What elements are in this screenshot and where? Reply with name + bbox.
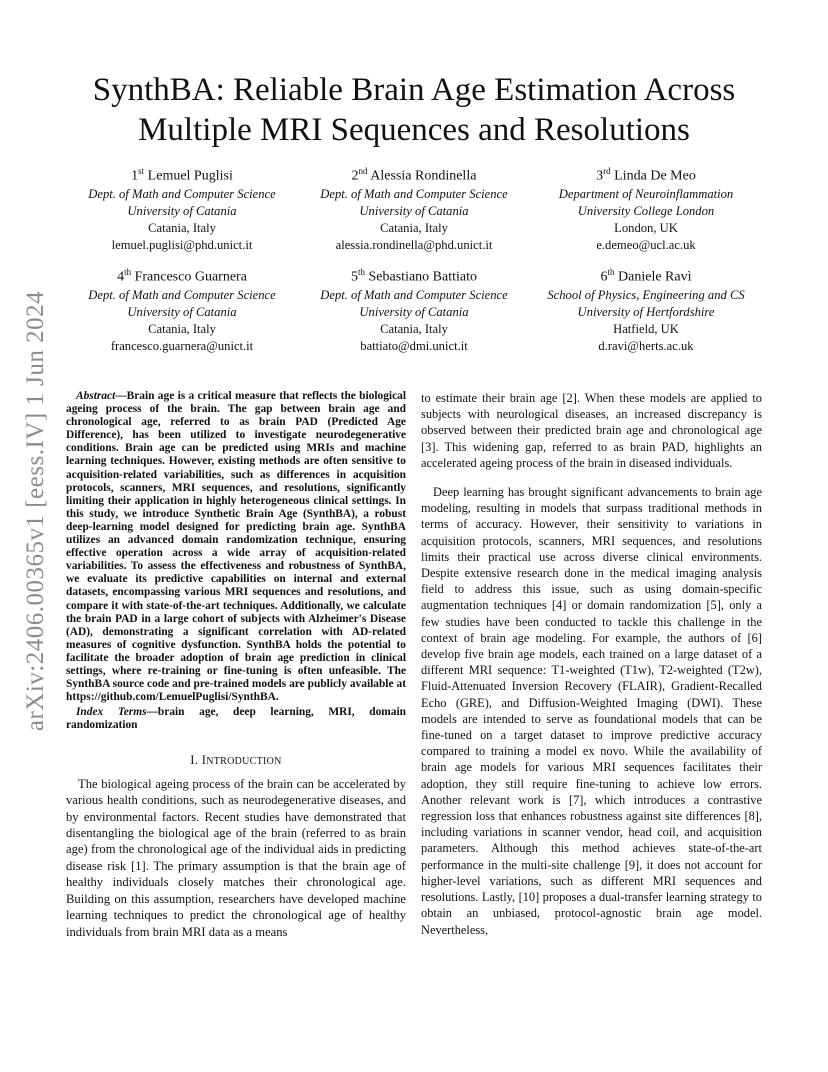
author-institution: University of Catania — [359, 304, 469, 319]
index-terms-text: —brain age, deep learning, MRI, domain randomization — [66, 706, 406, 732]
left-column — [66, 390, 406, 940]
author-location: London, UK — [614, 220, 678, 235]
author-institution: University College London — [577, 203, 715, 218]
intro-paragraph-1-continued: to estimate their brain age [2]. When these models are applied to subjects with neurological diseases, an increased discrepancy is observed between their predicted brain age and chronological age [3]. This widening gap, referred to as brain PAD, highlights an accelerated ageing process of the brain in diseased individuals. — [421, 391, 762, 470]
author-department: Dept. of Math and Computer Science — [320, 287, 508, 302]
author-name: Daniele Ravì — [618, 269, 692, 285]
author-location: Catania, Italy — [380, 220, 448, 235]
author-institution: University of Catania — [127, 304, 237, 319]
author-email: alessia.rondinella@phd.unict.it — [335, 237, 493, 252]
author-name: Sebastiano Battiato — [368, 269, 477, 285]
author-2: 2nd Alessia Rondinella Dept. of Math and Computer Science University of Catania Catania, Italy alessia.rondinella@phd.unict.it — [298, 162, 530, 254]
author-email: e.demeo@ucl.ac.uk — [596, 237, 696, 252]
author-department: Dept. of Math and Computer Science — [320, 186, 508, 201]
author-4: 4th Francesco Guarnera Dept. of Math and Computer Science University of Catania Catania, Italy francesco.guarnera@unict.it — [66, 263, 298, 355]
author-name: Alessia Rondinella — [370, 168, 477, 184]
author-6: 6th Daniele Ravì School of Physics, Engineering and CS University of Hertfordshire Hatfield, UK d.ravi@herts.ac.uk — [530, 263, 762, 355]
author-block-row-2 — [66, 263, 762, 355]
author-location: Catania, Italy — [148, 321, 216, 336]
author-name: Lemuel Puglisi — [147, 168, 233, 184]
author-department: Dept. of Math and Computer Science — [88, 287, 276, 302]
index-terms — [66, 706, 406, 732]
author-3: 3rd Linda De Meo Department of Neuroinflammation University College London London, UK e.demeo@ucl.ac.uk — [530, 162, 762, 254]
author-5: 5th Sebastiano Battiato Dept. of Math and Computer Science University of Catania Catania, Italy battiato@dmi.unict.it — [298, 263, 530, 355]
author-email: lemuel.puglisi@phd.unict.it — [111, 237, 253, 252]
author-institution: University of Catania — [359, 203, 469, 218]
author-location: Catania, Italy — [380, 321, 448, 336]
author-location: Hatfield, UK — [613, 321, 679, 336]
author-name: Francesco Guarnera — [134, 269, 247, 285]
author-institution: University of Hertfordshire — [577, 304, 715, 319]
author-department: Department of Neuroinflammation — [558, 186, 734, 201]
intro-paragraph-1: The biological ageing process of the brain can be accelerated by various health conditions, such as neurodegenerative diseases, and by environmental factors. Recent studies have demonstrated that disentangling the biological age of the brain (referred to as brain age) from the chronological age of the individual aids in predicting disease risk [1]. The primary assumption is that the brain age of healthy individuals closely matches their chronological age. Building on this assumption, researchers have developed machine learning techniques to predict the chronological age of healthy individuals from brain MRI data as a means — [66, 776, 406, 939]
intro-paragraph-2: Deep learning has brought significant advancements to brain age modeling, resulting in models that surpass traditional methods in terms of accuracy. However, their sensitivity to variations in acquisition protocols, scanners, MRI sequences, and resolutions limits their practical use across diverse clinical environments. Despite extensive research done in the medical imaging analysis field to address this issue, such as using domain-specific augmentation techniques [4] or domain randomization [5], only a few studies have been conducted to tackle this challenge in the context of brain age modeling. For example, the authors of [6] develop five brain age models, each trained on a large dataset of a different MRI sequence: T1-weighted (T1w), T2-weighted (T2w), Fluid-Attenuated Inversion Recovery (FLAIR), Gradient-Recalled Echo (GRE), and Diffusion-Weighted Imaging (DWI). These models are intended to serve as foundational models that can be fine-tuned on a target dataset to improve predictive accuracy compared to training a model ex novo. While the availability of brain age models for various MRI sequences facilitates their adoption, they still require fine-tuning to achieve low errors. Another relevant work is [7], which introduces a contrastive regression loss that enhances robustness against site differences [8], including variations in scanner vendor, head coil, and acquisition parameters. Although this method achieves state-of-the-art performance in the multi-site challenge [9], it does not account for higher-level variations, such as different MRI sequences and resolutions. Lastly, [10] proposes a dual-transfer learning strategy to obtain an unbiased, protocol-agnostic brain age model. Nevertheless, — [421, 485, 762, 937]
index-terms-label: Index Terms — [76, 706, 147, 719]
author-location: Catania, Italy — [148, 220, 216, 235]
author-email: francesco.guarnera@unict.it — [110, 338, 254, 353]
author-email: d.ravi@herts.ac.uk — [598, 338, 694, 353]
author-department: Dept. of Math and Computer Science — [88, 186, 276, 201]
author-name: Linda De Meo — [614, 168, 696, 184]
author-block-row-1 — [66, 162, 762, 254]
author-email: battiato@dmi.unict.it — [360, 338, 468, 353]
right-column — [421, 390, 762, 938]
arxiv-identifier: arXiv:2406.00365v1 [eess.IV] 1 Jun 2024 — [22, 290, 49, 732]
author-institution: University of Catania — [127, 203, 237, 218]
author-1: 1st Lemuel Puglisi Dept. of Math and Computer Science University of Catania Catania, Italy lemuel.puglisi@phd.unict.it — [66, 162, 298, 254]
author-department: School of Physics, Engineering and CS — [547, 287, 745, 302]
abstract-text: —Brain age is a critical measure that reflects the biological ageing process of the brain. The gap between brain age and chronological age, referred to as brain PAD (Predicted Age Difference), has been utilized to investigate neurodegenerative conditions. Brain age can be predicted using MRIs and machine learning techniques. However, existing methods are often sensitive to acquisition-related variabilities, such as differences in acquisition protocols, scanners, MRI sequences, and resolutions, significantly limiting their application in highly heterogeneous clinical settings. In this study, we introduce Synthetic Brain Age (SynthBA), a robust deep-learning model designed for predicting brain age. SynthBA utilizes an advanced domain randomization technique, ensuring effective operation across a wide array of acquisition-related variabilities. To assess the effectiveness and robustness of SynthBA, we evaluate its predictive capabilities on internal and external datasets, encompassing various MRI sequences and resolutions, and compare it with state-of-the-art techniques. Additionally, we calculate the brain PAD in a large cohort of subjects with Alzheimer's Disease (AD), demonstrating a significant correlation with AD-related measures of cognitive dysfunction. SynthBA holds the potential to facilitate the broader adoption of brain age prediction in clinical settings, where re-training or fine-tuning is often unfeasible. The SynthBA source code and pre-trained models are publicly available at https://github.com/LemuelPuglisi/SynthBA. — [66, 390, 406, 704]
abstract-label: Abstract — [76, 390, 116, 402]
section-heading-introduction: I. INTRODUCTION — [190, 753, 282, 768]
abstract — [66, 390, 406, 704]
paper-title: SynthBA: Reliable Brain Age Estimation Across Multiple MRI Sequences and Resolutions — [92, 72, 736, 148]
